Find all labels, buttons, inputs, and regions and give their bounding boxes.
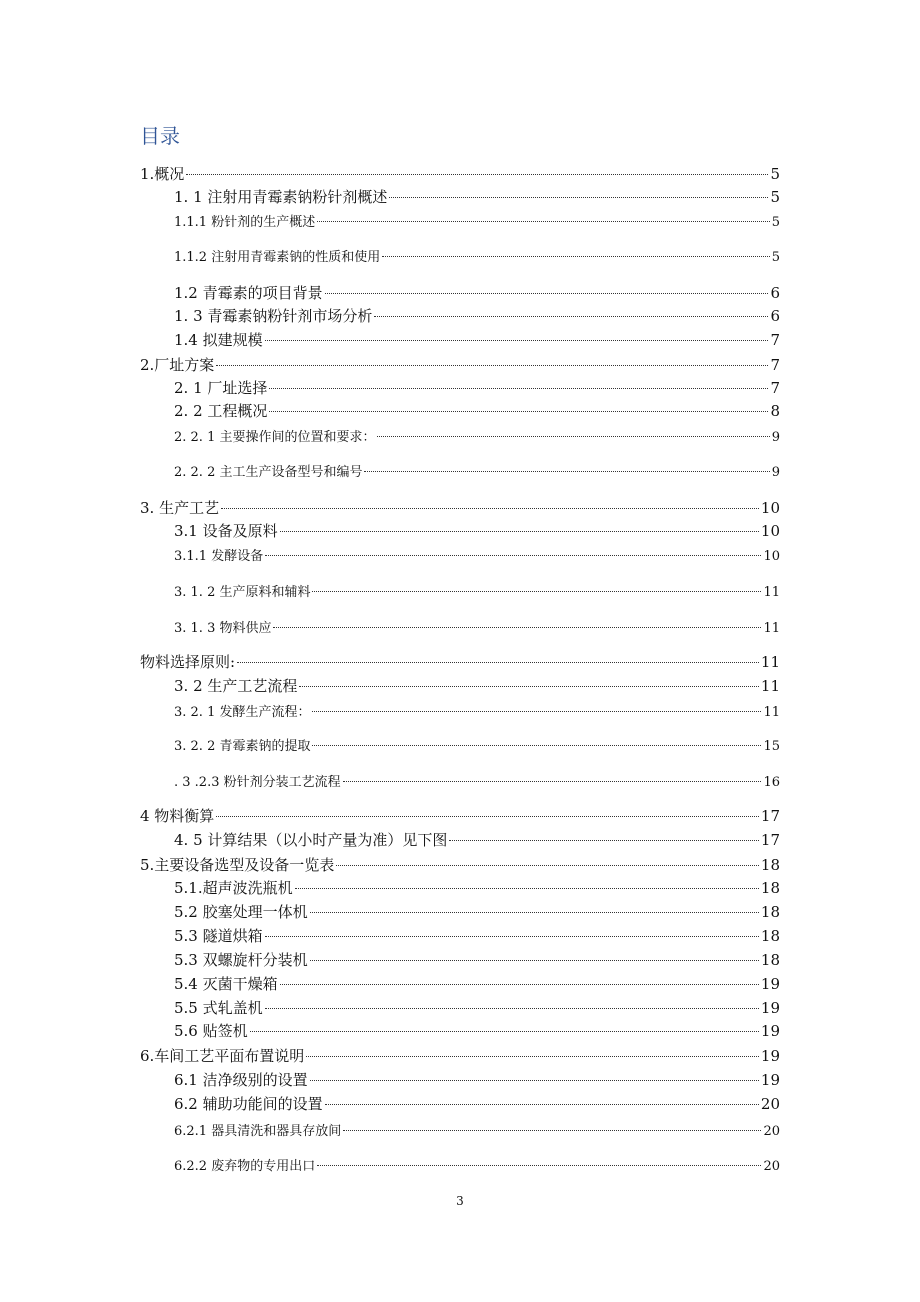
toc-entry-page: 16	[763, 775, 780, 790]
toc-entry[interactable]	[174, 378, 780, 398]
toc-entry-page: 11	[763, 621, 780, 636]
toc-dot-leader	[312, 591, 761, 592]
toc-entry-page: 5	[770, 165, 780, 183]
toc-dot-leader	[312, 745, 761, 746]
toc-entry-text: 3. 2. 2 青霉素钠的提取	[174, 739, 311, 754]
toc-entry-page: 11	[763, 585, 780, 600]
toc-dot-leader	[377, 436, 769, 437]
toc-entry[interactable]	[174, 547, 780, 567]
toc-entry[interactable]	[174, 1122, 780, 1142]
toc-entry[interactable]	[174, 330, 780, 350]
toc-entry-text: 5.3 隧道烘箱	[174, 927, 263, 945]
toc-dot-leader	[237, 662, 759, 663]
toc-entry-page: 11	[763, 705, 780, 720]
toc-entry-page: 17	[760, 807, 780, 825]
toc-dot-leader	[312, 711, 761, 712]
toc-entry-page: 6	[770, 307, 780, 325]
toc-entry[interactable]	[174, 773, 780, 793]
toc-entry-text: 6.1 洁净级别的设置	[174, 1071, 308, 1089]
toc-entry[interactable]	[174, 283, 780, 303]
toc-entry-page: 18	[760, 951, 780, 969]
toc-entry[interactable]	[174, 401, 780, 421]
toc-entry-text: 3. 1. 3 物料供应	[174, 621, 272, 636]
toc-entry[interactable]	[174, 950, 780, 970]
toc-entry[interactable]	[174, 878, 780, 898]
toc-entry[interactable]	[174, 902, 780, 922]
toc-entry-page: 20	[763, 1124, 780, 1139]
toc-dot-leader	[317, 221, 770, 222]
toc-entry-text: 5.主要设备选型及设备一览表	[140, 856, 335, 874]
toc-entry[interactable]	[174, 926, 780, 946]
toc-entry[interactable]	[140, 355, 780, 375]
toc-entry-text: 4 物料衡算	[140, 807, 215, 825]
toc-entry-text: 2.厂址方案	[140, 356, 215, 374]
toc-dot-leader	[317, 1165, 761, 1166]
toc-entry-text: 1. 1 注射用青霉素钠粉针剂概述	[174, 188, 388, 206]
toc-dot-leader	[336, 865, 759, 866]
toc-entry-text: 5.5 式轧盖机	[174, 999, 263, 1017]
toc-entry-page: 19	[760, 1022, 780, 1040]
toc-dot-leader	[273, 627, 761, 628]
toc-entry-text: 3. 2. 1 发酵生产流程：	[174, 705, 311, 720]
toc-entry[interactable]	[174, 187, 780, 207]
toc-entry-text: 1.1.1 粉针剂的生产概述	[174, 215, 316, 230]
toc-entry[interactable]	[140, 652, 780, 672]
toc-entry-text: 6.2.1 器具清洗和器具存放间	[174, 1124, 342, 1139]
toc-entry-page: 5	[771, 250, 780, 265]
toc-dot-leader	[343, 781, 762, 782]
toc-dot-leader	[265, 555, 761, 556]
page-number: 3	[456, 1194, 464, 1208]
toc-entry-page: 7	[770, 379, 780, 397]
toc-entry[interactable]	[174, 306, 780, 326]
toc-entry-page: 19	[760, 1047, 780, 1065]
toc-entry[interactable]	[174, 830, 780, 850]
toc-entry-text: 3.1.1 发酵设备	[174, 549, 264, 564]
toc-entry-text: 6.车间工艺平面布置说明	[140, 1047, 305, 1065]
toc-entry-text: 4. 5 计算结果（以小时产量为准）见下图	[174, 831, 448, 849]
toc-entry-text: 1.概况	[140, 165, 185, 183]
toc-dot-leader	[343, 1130, 761, 1131]
toc-entry[interactable]	[174, 521, 780, 541]
toc-entry-page: 18	[760, 927, 780, 945]
toc-entry-text: 5.2 胶塞处理一体机	[174, 903, 308, 921]
toc-entry-text: 1. 3 青霉素钠粉针剂市场分析	[174, 307, 373, 325]
toc-entry[interactable]	[140, 164, 780, 184]
toc-dot-leader	[280, 984, 759, 985]
toc-dot-leader	[216, 365, 768, 366]
toc-entry-page: 5	[771, 215, 780, 230]
toc-entry-text: 3.1 设备及原料	[174, 522, 278, 540]
toc-entry-page: 20	[763, 1159, 780, 1174]
toc-entry-page: 9	[771, 430, 780, 445]
toc-entry[interactable]	[174, 619, 780, 639]
toc-entry-page: 7	[770, 356, 780, 374]
toc-entry-text: 6.2.2 废弃物的专用出口	[174, 1159, 316, 1174]
toc-entry[interactable]	[140, 1046, 780, 1066]
toc-entry-text: 2. 1 厂址选择	[174, 379, 268, 397]
toc-entry[interactable]	[174, 1157, 780, 1177]
toc-entry-page: 17	[760, 831, 780, 849]
toc-entry[interactable]	[174, 998, 780, 1018]
toc-entry[interactable]	[174, 1021, 780, 1041]
toc-entry-page: 18	[760, 879, 780, 897]
toc-dot-leader	[374, 316, 768, 317]
toc-entry-text: 1.4 拟建规模	[174, 331, 263, 349]
toc-entry-text: 5.6 贴签机	[174, 1022, 248, 1040]
toc-entry-text: 1.2 青霉素的项目背景	[174, 284, 323, 302]
toc-dot-leader	[269, 388, 768, 389]
toc-entry-page: 5	[770, 188, 780, 206]
toc-entry[interactable]	[174, 213, 780, 233]
toc-entry-text: 1.1.2 注射用青霉素钠的性质和使用	[174, 250, 381, 265]
toc-entry[interactable]	[174, 248, 780, 268]
toc-dot-leader	[310, 912, 759, 913]
toc-entry-text: 5.1.超声波洗瓶机	[174, 879, 293, 897]
toc-dot-leader	[382, 256, 770, 257]
toc-entry[interactable]	[174, 1094, 780, 1114]
toc-entry-page: 18	[760, 856, 780, 874]
toc-dot-leader	[306, 1056, 759, 1057]
toc-entry-page: 10	[763, 549, 780, 564]
toc-dot-leader	[325, 1104, 759, 1105]
toc-entry[interactable]	[140, 855, 780, 875]
toc-dot-leader	[389, 197, 768, 198]
toc-entry[interactable]	[174, 583, 780, 603]
toc-entry[interactable]	[140, 806, 780, 826]
toc-entry-text: 2. 2 工程概况	[174, 402, 268, 420]
toc-dot-leader	[295, 888, 759, 889]
toc-entry-text: 3. 1. 2 生产原料和辅料	[174, 585, 311, 600]
toc-entry-page: 10	[760, 499, 780, 517]
toc-entry[interactable]	[140, 498, 780, 518]
toc-dot-leader	[299, 686, 759, 687]
toc-entry-page: 7	[770, 331, 780, 349]
toc-entry-page: 15	[763, 739, 780, 754]
toc-entry[interactable]	[174, 676, 780, 696]
toc-dot-leader	[310, 1080, 759, 1081]
toc-title: 目录	[140, 124, 180, 148]
toc-dot-leader	[221, 508, 759, 509]
toc-entry[interactable]	[174, 737, 780, 757]
toc-entry-text: 3. 生产工艺	[140, 499, 220, 517]
toc-entry-text: 物料选择原则:	[140, 653, 236, 671]
toc-dot-leader	[325, 293, 769, 294]
toc-entry[interactable]	[174, 428, 780, 448]
toc-entry-page: 6	[770, 284, 780, 302]
toc-entry-text: 5.3 双螺旋杆分装机	[174, 951, 308, 969]
toc-dot-leader	[364, 471, 769, 472]
toc-entry-page: 8	[770, 402, 780, 420]
toc-entry[interactable]	[174, 463, 780, 483]
toc-entry-page: 9	[771, 465, 780, 480]
toc-entry-text: 2. 2. 2 主工生产设备型号和编号	[174, 465, 363, 480]
toc-entry-page: 20	[760, 1095, 780, 1113]
toc-dot-leader	[250, 1031, 759, 1032]
toc-entry[interactable]	[174, 1070, 780, 1090]
toc-dot-leader	[265, 1008, 759, 1009]
toc-entry-text: 3. 2 生产工艺流程	[174, 677, 298, 695]
toc-entry-page: 10	[760, 522, 780, 540]
toc-dot-leader	[280, 531, 759, 532]
toc-dot-leader	[310, 960, 759, 961]
toc-dot-leader	[449, 840, 759, 841]
toc-dot-leader	[265, 340, 769, 341]
toc-entry-text: 6.2 辅助功能间的设置	[174, 1095, 323, 1113]
toc-entry-page: 11	[760, 677, 780, 695]
toc-entry-page: 19	[760, 1071, 780, 1089]
toc-dot-leader	[269, 411, 768, 412]
toc-dot-leader	[265, 936, 759, 937]
toc-dot-leader	[216, 816, 759, 817]
toc-entry-text: 5.4 灭菌干燥箱	[174, 975, 278, 993]
toc-entry-page: 19	[760, 999, 780, 1017]
toc-entry-text: 2. 2. 1 主要操作间的位置和要求：	[174, 430, 376, 445]
toc-entry[interactable]	[174, 703, 780, 723]
toc-dot-leader	[186, 174, 768, 175]
toc-entry-page: 18	[760, 903, 780, 921]
toc-entry-page: 11	[760, 653, 780, 671]
toc-entry[interactable]	[174, 974, 780, 994]
toc-entry-text: . 3 .2.3 粉针剂分装工艺流程	[174, 775, 341, 790]
toc-entry-page: 19	[760, 975, 780, 993]
